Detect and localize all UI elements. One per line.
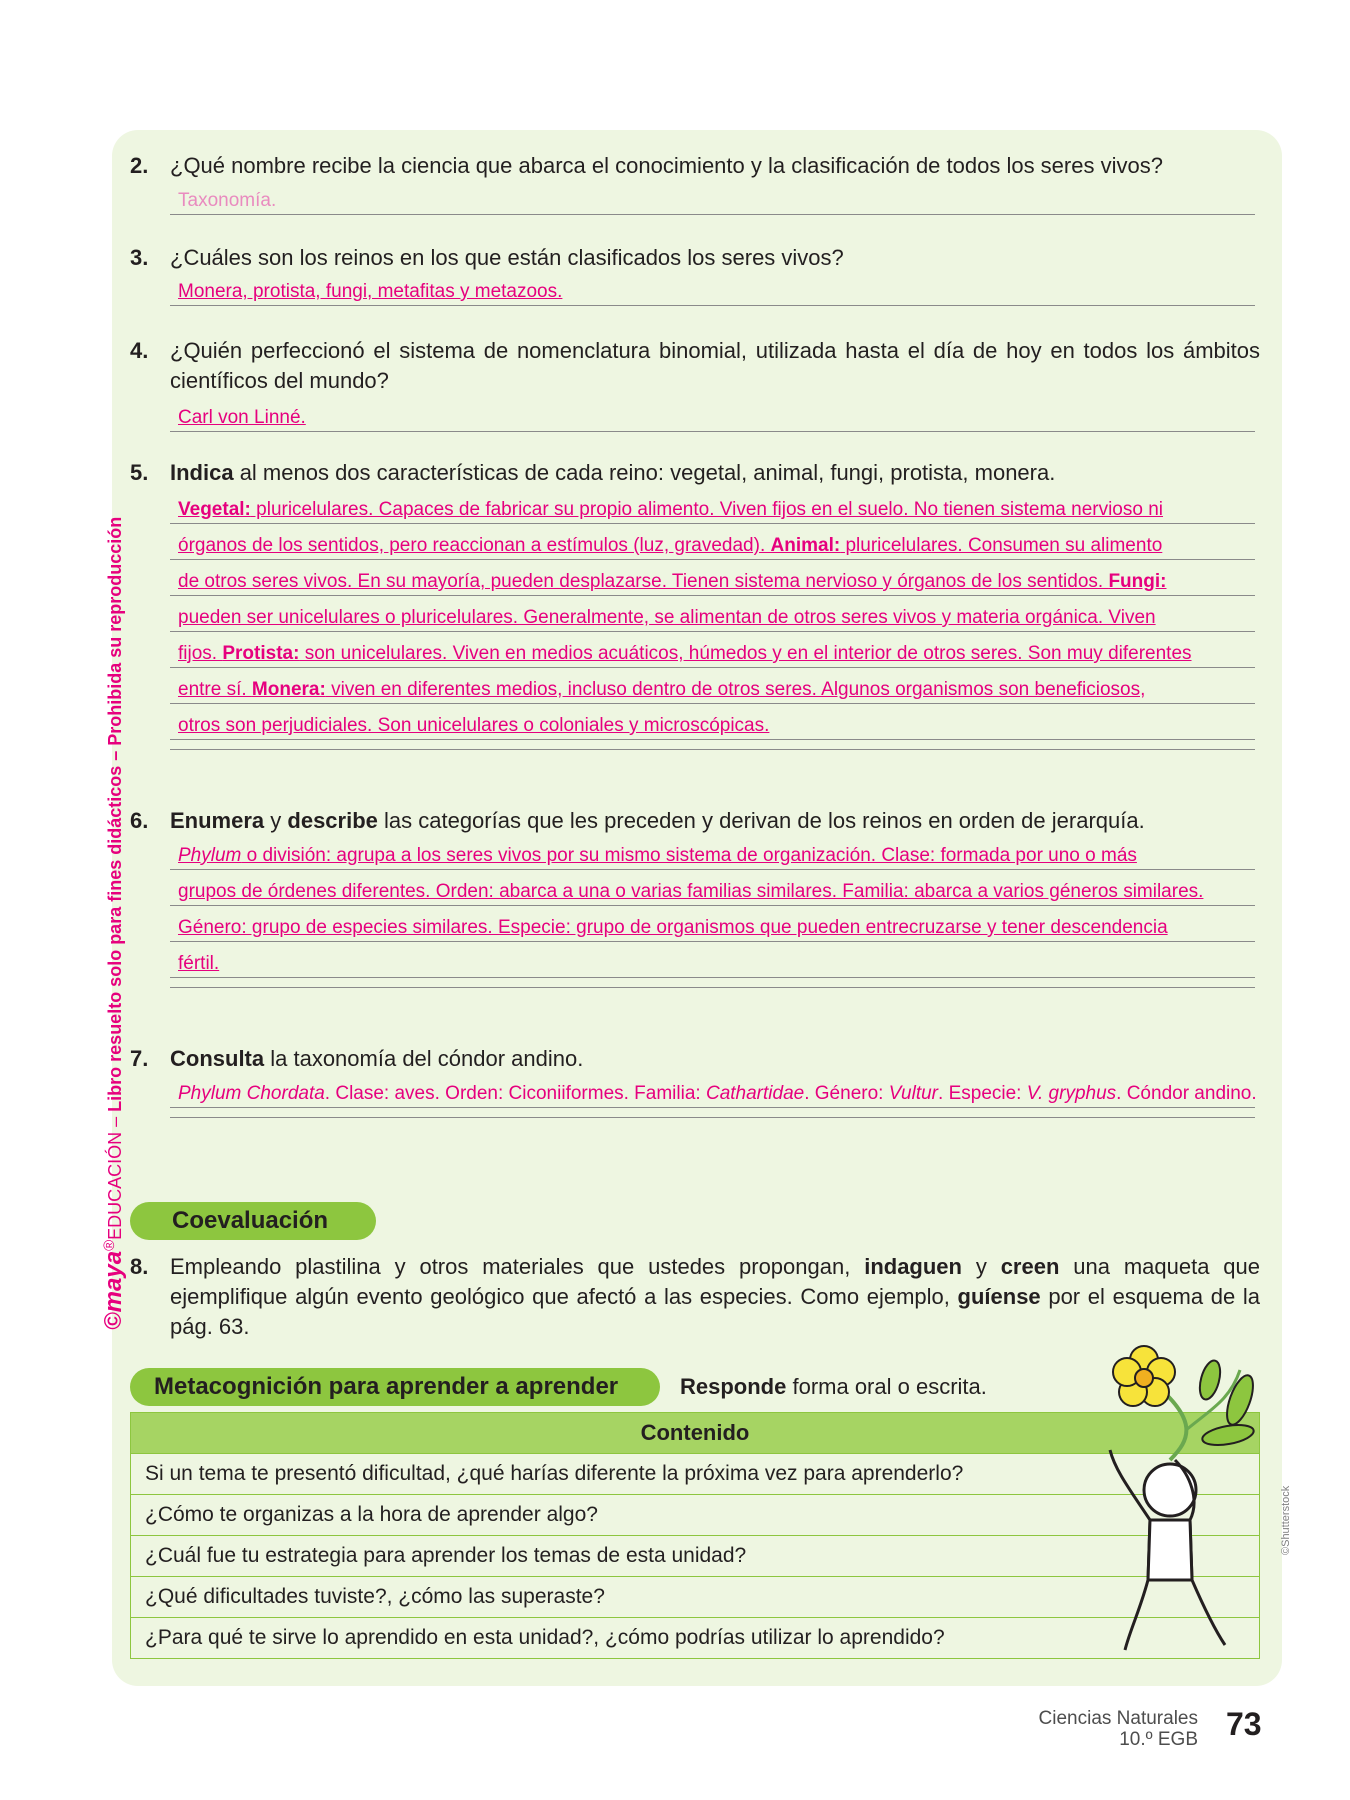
table-row: Si un tema te presentó dificultad, ¿qué harías diferente la próxima vez para aprenderlo? (131, 1453, 1259, 1494)
question-2: 2. ¿Qué nombre recibe la ciencia que abarca el conocimiento y la clasificación de todos los seres vivos? (130, 153, 1163, 178)
answer-4: Carl von Linné. (170, 405, 1255, 432)
table-row: ¿Cuál fue tu estrategia para aprender los temas de esta unidad? (131, 1535, 1259, 1576)
table-row: ¿Qué dificultades tuviste?, ¿cómo las superaste? (131, 1576, 1259, 1617)
table-row: ¿Para qué te sirve lo aprendido en esta unidad?, ¿cómo podrías utilizar lo aprendido? (131, 1617, 1259, 1658)
table-row: ¿Cómo te organizas a la hora de aprender algo? (131, 1494, 1259, 1535)
answer-blank-line (170, 749, 1255, 750)
sidebar-copyright: ©maya®EDUCACIÓN – Libro resuelto solo para fines didácticos – Prohibida su reproducción (100, 516, 127, 1330)
answer-2: Taxonomía. (170, 188, 1255, 215)
answer-6-line: grupos de órdenes diferentes. Orden: abarca a una o varias familias similares. Familia: abarca a varios géneros similares. (170, 879, 1255, 906)
answer-6-line: Género: grupo de especies similares. Especie: grupo de organismos que pueden entrecruzarse y tener descendencia (170, 915, 1255, 942)
table-header: Contenido (131, 1413, 1259, 1453)
footer-subject: Ciencias Naturales 10.º EGB (1038, 1708, 1198, 1750)
coevaluacion-title: Coevaluación (130, 1202, 376, 1240)
answer-5-line: órganos de los sentidos, pero reaccionan a estímulos (luz, gravedad). Animal: pluricelulares. Consumen su alimento (170, 533, 1255, 560)
answer-5-line: Vegetal: pluricelulares. Capaces de fabricar su propio alimento. Viven fijos en el suelo. No tienen sistema nervioso ni (170, 497, 1255, 524)
question-8: 8. Empleando plastilina y otros materiales que ustedes propongan, indaguen y creen una maqueta que ejemplifique algún evento geológico que afectó a las especies. Como ejemplo, guíense por el esquema de la pág. 63. (130, 1254, 1260, 1339)
image-credit: ©Shutterstock (1280, 1485, 1292, 1555)
answer-5-line: de otros seres vivos. En su mayoría, pueden desplazarse. Tienen sistema nervioso y órganos de los sentidos. Fungi: (170, 569, 1255, 596)
question-4: 4. ¿Quién perfeccionó el sistema de nomenclatura binomial, utilizada hasta el día de hoy en todos los ámbitos científicos del mundo? (130, 338, 1260, 393)
question-5: 5. Indica al menos dos características de cada reino: vegetal, animal, fungi, protista, monera. (130, 460, 1056, 485)
question-3: 3. ¿Cuáles son los reinos en los que están clasificados los seres vivos? (130, 245, 844, 270)
answer-blank-line (170, 1117, 1255, 1118)
answer-blank-line (170, 987, 1255, 988)
figure-with-flower-illustration (1090, 1340, 1270, 1660)
answer-7: Phylum Chordata. Clase: aves. Orden: Ciconiiformes. Familia: Cathartidae. Género: Vultur. Especie: V. gryphus. Cóndor andino. (170, 1081, 1255, 1108)
answer-5-line: pueden ser unicelulares o pluricelulares. Generalmente, se alimentan de otros seres vivos y materia orgánica. Viven (170, 605, 1255, 632)
answer-5-line: fijos. Protista: son unicelulares. Viven en medios acuáticos, húmedos y en el interior de otros seres. Son muy diferentes (170, 641, 1255, 668)
answer-6-line: fértil. (170, 951, 1255, 978)
answer-5-line: entre sí. Monera: viven en diferentes medios, incluso dentro de otros seres. Algunos organismos son beneficiosos, (170, 677, 1255, 704)
metacognicion-instruction: Responde forma oral o escrita. (680, 1374, 987, 1399)
maya-logo: ©maya (100, 1250, 127, 1330)
metacognicion-title: Metacognición para aprender a aprender (130, 1368, 660, 1406)
answer-3: Monera, protista, fungi, metafitas y metazoos. (170, 279, 1255, 306)
answer-6-line: Phylum o división: agrupa a los seres vivos por su mismo sistema de organización. Clase: formada por uno o más (170, 843, 1255, 870)
question-6: 6. Enumera y describe las categorías que les preceden y derivan de los reinos en orden de jerarquía. (130, 808, 1145, 833)
page-number: 73 (1226, 1706, 1262, 1742)
answer-5-line: otros son perjudiciales. Son unicelulares o coloniales y microscópicas. (170, 713, 1255, 740)
question-7: 7. Consulta la taxonomía del cóndor andino. (130, 1046, 584, 1071)
